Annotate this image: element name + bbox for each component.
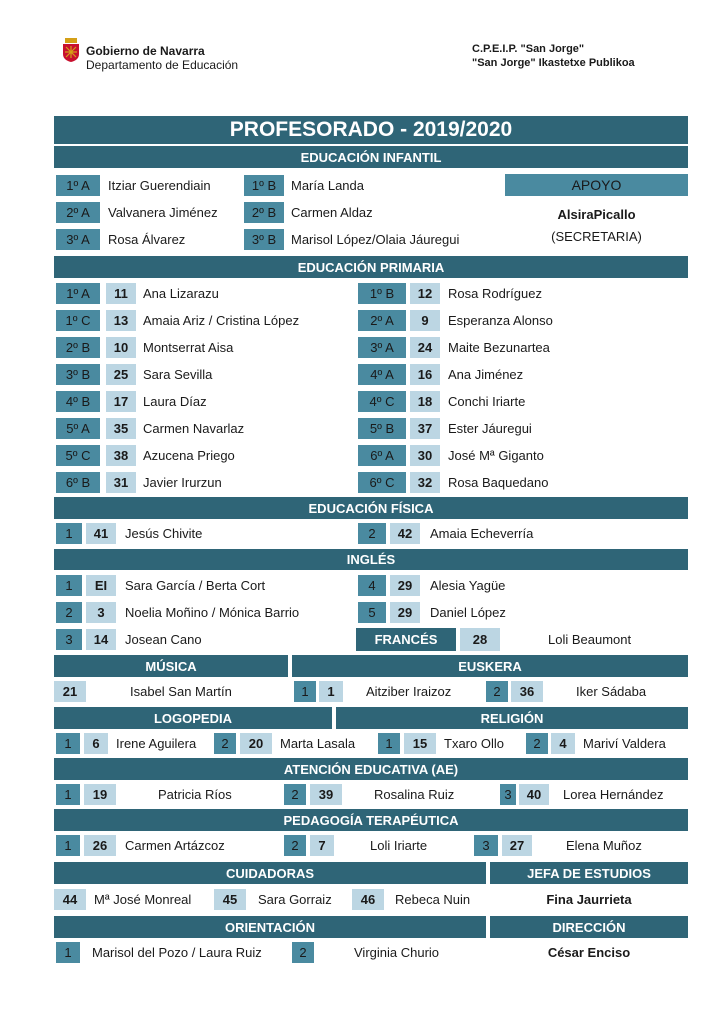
group-tag: 3º A [56, 229, 100, 250]
department-name: Departamento de Educación [86, 58, 239, 72]
teacher-name: Alesia Yagüe [430, 578, 506, 593]
school-name-basque: "San Jorge" Ikastetxe Publikoa [472, 57, 635, 69]
tier-tag: 1 [56, 523, 82, 544]
room-number: 29 [390, 575, 420, 596]
room-number: 14 [86, 629, 116, 650]
teacher-name: Itziar Guerendiain [108, 178, 211, 193]
teacher-name: María Landa [291, 178, 364, 193]
teacher-name: Iker Sádaba [576, 684, 647, 699]
tier-tag: 4 [358, 575, 386, 596]
teacher-name: Patricia Ríos [158, 787, 232, 802]
group-tag: 1º C [56, 310, 100, 331]
room-number: 21 [54, 681, 86, 702]
room-number: 16 [410, 364, 440, 385]
tier-tag: 2 [284, 784, 306, 805]
room-number: 4 [551, 733, 575, 754]
tier-tag: 2 [358, 523, 386, 544]
room-number: 9 [410, 310, 440, 331]
teacher-name: Valvanera Jiménez [108, 205, 218, 220]
tier-tag: 2 [526, 733, 548, 754]
teacher-name: Carmen Aldaz [291, 205, 373, 220]
teacher-name: Loli Beaumont [548, 632, 632, 647]
tier-tag: 2 [56, 602, 82, 623]
teacher-name: Carmen Artázcoz [125, 838, 225, 853]
apoyo-role: (SECRETARIA) [551, 228, 642, 244]
group-tag: 1º B [358, 283, 406, 304]
ae-heading: ATENCIÓN EDUCATIVA (AE) [54, 758, 688, 780]
primaria-heading: EDUCACIÓN PRIMARIA [54, 256, 688, 278]
room-number: 41 [86, 523, 116, 544]
room-number: 30 [410, 445, 440, 466]
teacher-name: Lorea Hernández [563, 787, 664, 802]
group-tag: 5º B [358, 418, 406, 439]
teacher-name: Carmen Navarlaz [143, 421, 245, 436]
tier-tag: 1 [56, 784, 80, 805]
room-number: 25 [106, 364, 136, 385]
group-tag: 6º A [358, 445, 406, 466]
teacher-name: Sara Sevilla [143, 367, 213, 382]
room-number: 26 [84, 835, 116, 856]
group-tag: 5º C [56, 445, 100, 466]
teacher-name: Amaia Ariz / Cristina López [143, 313, 300, 328]
group-tag: 2º B [56, 337, 100, 358]
tier-tag: 2 [292, 942, 314, 963]
room-number: 46 [352, 889, 384, 910]
orientacion-heading: ORIENTACIÓN [54, 916, 486, 938]
tier-tag: 1 [56, 733, 80, 754]
group-tag: 3º A [358, 337, 406, 358]
room-number: 32 [410, 472, 440, 493]
room-number: 38 [106, 445, 136, 466]
teacher-name: Ester Jáuregui [448, 421, 532, 436]
jefa-heading: JEFA DE ESTUDIOS [490, 862, 688, 884]
caretaker-name: Mª José Monreal [94, 892, 192, 907]
group-tag: 3º B [244, 229, 284, 250]
room-number: 37 [410, 418, 440, 439]
teacher-name: Txaro Ollo [444, 736, 504, 751]
tier-tag: 2 [486, 681, 508, 702]
room-number: 29 [390, 602, 420, 623]
musica-heading: MÚSICA [54, 655, 288, 677]
apoyo-name: AlsiraPicallo [557, 206, 636, 222]
teacher-name: Amaia Echeverría [430, 526, 534, 541]
tier-tag: 1 [56, 835, 80, 856]
room-number: 39 [310, 784, 342, 805]
teacher-name: Isabel San Martín [130, 684, 232, 699]
tier-tag: 3 [500, 784, 516, 805]
tier-tag: 3 [474, 835, 498, 856]
group-tag: 4º C [358, 391, 406, 412]
teacher-name: José Mª Giganto [448, 448, 544, 463]
teacher-name: Marta Lasala [280, 736, 356, 751]
teacher-name: Ana Jiménez [448, 367, 524, 382]
infantil-heading: EDUCACIÓN INFANTIL [54, 146, 688, 168]
logopedia-heading: LOGOPEDIA [54, 707, 332, 729]
room-number: 42 [390, 523, 420, 544]
group-tag: 6º C [358, 472, 406, 493]
apoyo-label: APOYO [505, 174, 688, 196]
teacher-name: Rosa Rodríguez [448, 286, 542, 301]
group-tag: 2º B [244, 202, 284, 223]
teacher-name: Josean Cano [125, 632, 202, 647]
group-tag: 2º A [56, 202, 100, 223]
gov-name: Gobierno de Navarra [86, 44, 205, 58]
teacher-name: Mariví Valdera [583, 736, 666, 751]
group-tag: 2º A [358, 310, 406, 331]
teacher-name: Maite Bezunartea [448, 340, 550, 355]
group-tag: 3º B [56, 364, 100, 385]
teacher-name: Irene Aguilera [116, 736, 197, 751]
tier-tag: 2 [214, 733, 236, 754]
group-tag: 4º B [56, 391, 100, 412]
tier-tag: 5 [358, 602, 386, 623]
ingles-heading: INGLÉS [54, 549, 688, 570]
room-number: 28 [460, 628, 500, 651]
group-tag: 1º A [56, 175, 100, 196]
teacher-name: Javier Irurzun [143, 475, 222, 490]
room-number: 17 [106, 391, 136, 412]
teacher-name: Rosa Álvarez [108, 232, 186, 247]
teacher-name: Esperanza Alonso [448, 313, 553, 328]
room-number: 31 [106, 472, 136, 493]
tier-tag: 1 [294, 681, 316, 702]
religion-heading: RELIGIÓN [336, 707, 688, 729]
room-number: 6 [84, 733, 108, 754]
room-number: 20 [240, 733, 272, 754]
group-tag: 1º A [56, 283, 100, 304]
room-number: 36 [511, 681, 543, 702]
teacher-name: Rosalina Ruiz [374, 787, 455, 802]
tier-tag: 1 [56, 575, 82, 596]
teacher-name: Sara García / Berta Cort [125, 578, 266, 593]
room-number: 44 [54, 889, 86, 910]
teacher-name: Rosa Baquedano [448, 475, 549, 490]
page-title: PROFESORADO - 2019/2020 [54, 116, 688, 144]
teacher-name: Laura Díaz [143, 394, 207, 409]
room-number: 45 [214, 889, 246, 910]
euskera-heading: EUSKERA [292, 655, 688, 677]
room-number: 19 [84, 784, 116, 805]
direccion-heading: DIRECCIÓN [490, 916, 688, 938]
room-number: EI [86, 575, 116, 596]
room-number: 7 [310, 835, 334, 856]
room-number: 40 [519, 784, 549, 805]
caretaker-name: Rebeca Nuin [395, 892, 471, 907]
teacher-name: Elena Muñoz [566, 838, 642, 853]
teacher-name: Marisol López/Olaia Jáuregui [291, 232, 460, 247]
frances-label: FRANCÉS [356, 628, 456, 651]
room-number: 35 [106, 418, 136, 439]
teacher-name: Noelia Moñino / Mónica Barrio [125, 605, 300, 620]
room-number: 12 [410, 283, 440, 304]
director-name: César Enciso [547, 945, 631, 960]
pt-heading: PEDAGOGÍA TERAPÉUTICA [54, 809, 688, 831]
cuidadoras-heading: CUIDADORAS [54, 862, 486, 884]
teacher-name: Loli Iriarte [370, 838, 428, 853]
room-number: 11 [106, 283, 136, 304]
fisica-heading: EDUCACIÓN FÍSICA [54, 497, 688, 519]
jefa-name: Fina Jaurrieta [546, 892, 632, 907]
teacher-name: Conchi Iriarte [448, 394, 526, 409]
counselor-name: Virginia Churio [354, 945, 440, 960]
room-number: 13 [106, 310, 136, 331]
counselor-name: Marisol del Pozo / Laura Ruiz [92, 945, 262, 960]
tier-tag: 1 [378, 733, 400, 754]
caretaker-name: Sara Gorraiz [258, 892, 332, 907]
room-number: 24 [410, 337, 440, 358]
room-number: 3 [86, 602, 116, 623]
room-number: 1 [319, 681, 343, 702]
room-number: 18 [410, 391, 440, 412]
teacher-name: Ana Lizarazu [143, 286, 219, 301]
teacher-name: Aitziber Iraizoz [366, 684, 452, 699]
tier-tag: 2 [284, 835, 306, 856]
teacher-name: Montserrat Aisa [143, 340, 234, 355]
group-tag: 1º B [244, 175, 284, 196]
group-tag: 5º A [56, 418, 100, 439]
navarra-shield-logo [62, 38, 80, 62]
teacher-name: Daniel López [430, 605, 506, 620]
room-number: 27 [502, 835, 532, 856]
tier-tag: 3 [56, 629, 82, 650]
school-name: C.P.E.I.P. "San Jorge" [472, 43, 585, 55]
group-tag: 6º B [56, 472, 100, 493]
tier-tag: 1 [56, 942, 80, 963]
room-number: 15 [404, 733, 436, 754]
room-number: 10 [106, 337, 136, 358]
group-tag: 4º A [358, 364, 406, 385]
teacher-name: Azucena Priego [143, 448, 235, 463]
teacher-name: Jesús Chivite [125, 526, 203, 541]
